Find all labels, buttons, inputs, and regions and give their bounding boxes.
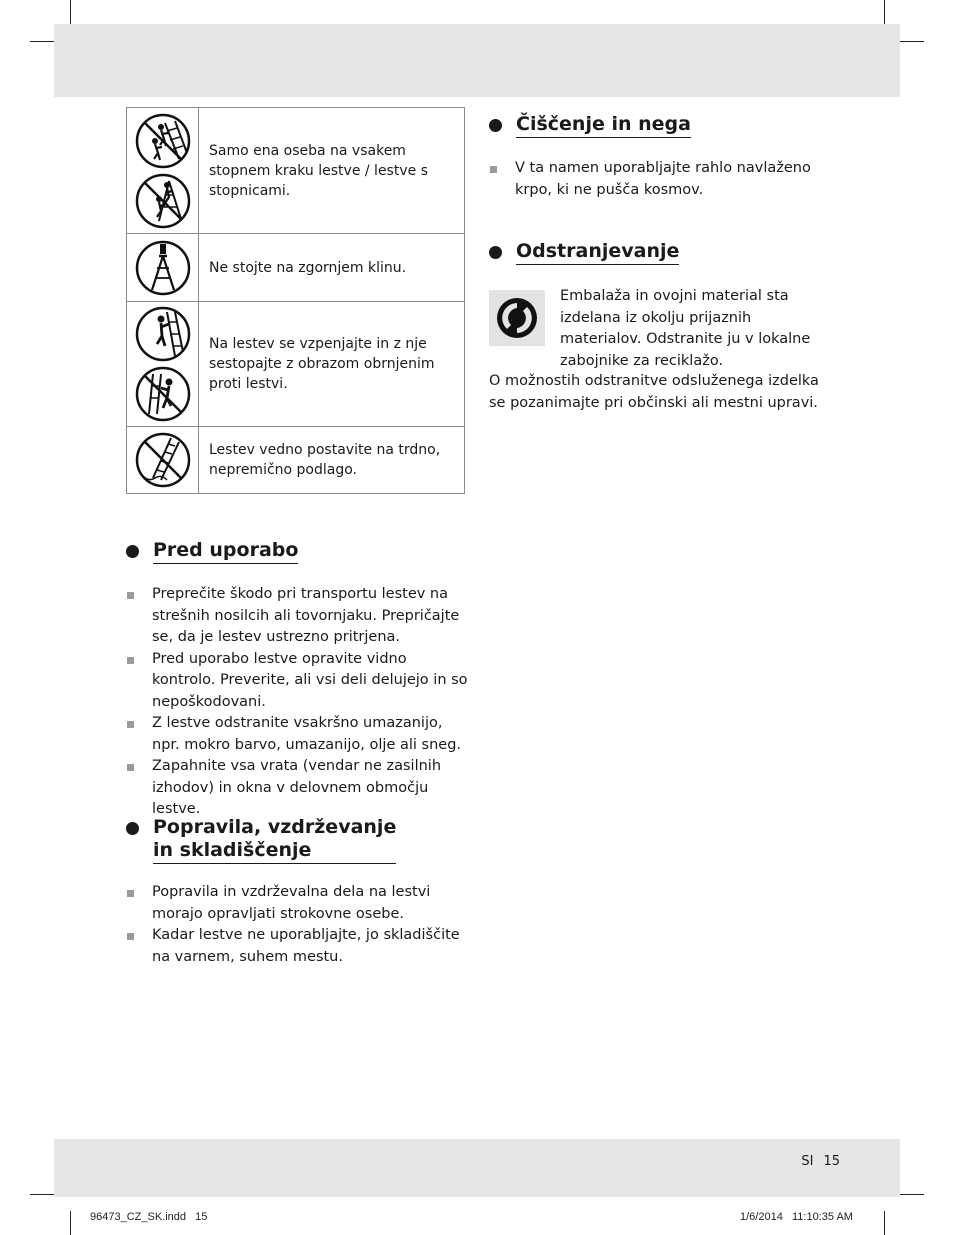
safety-icon-cell xyxy=(127,108,199,233)
heading-bullet-icon xyxy=(126,822,139,835)
slug-filename: 96473_CZ_SK.indd 15 xyxy=(90,1211,208,1223)
climb-facing-ladder-icon xyxy=(135,306,191,362)
safety-icon-cell xyxy=(127,302,199,426)
safety-icon-cell xyxy=(127,427,199,493)
crop-mark xyxy=(70,0,71,24)
section-heading-popravila xyxy=(126,816,396,864)
safety-text: Na lestev se vzpenjajte in z nje sestopajte z obrazom obrnjenim proti lestvi. xyxy=(209,336,435,392)
list-item: Z lestve odstranite vsakršno umazanijo, npr. mokro barvo, umazanijo, olje ali sneg. xyxy=(126,713,471,756)
section-heading-odstranjevanje xyxy=(489,240,679,265)
crop-mark xyxy=(70,1211,71,1235)
crop-mark xyxy=(30,1194,54,1195)
crop-mark xyxy=(900,1194,924,1195)
safety-row xyxy=(127,108,464,233)
square-bullet-icon xyxy=(490,166,497,173)
heading-bullet-icon xyxy=(489,119,502,132)
square-bullet-icon xyxy=(127,890,134,897)
recycle-symbol-box xyxy=(489,290,545,346)
heading-title: Čiščenje in nega xyxy=(516,113,691,138)
crop-mark xyxy=(884,1211,885,1235)
crop-mark xyxy=(900,41,924,42)
no-unstable-ground-icon xyxy=(135,432,191,488)
safety-text: Ne stojte na zgornjem klinu. xyxy=(209,259,407,276)
list-item: Kadar lestve ne uporabljajte, jo skladiščite na varnem, suhem mestu. xyxy=(126,925,471,968)
safety-table xyxy=(126,107,465,494)
safety-row xyxy=(127,233,464,301)
square-bullet-icon xyxy=(127,721,134,728)
language-code: SI xyxy=(801,1154,814,1169)
list-item: Zapahnite vsa vrata (vendar ne zasilnih izhodov) in okna v delovnem območju lestve. xyxy=(126,756,471,821)
page-number xyxy=(760,1154,840,1169)
safety-row xyxy=(127,426,464,493)
list-item: V ta namen uporabljajte rahlo navlaženo krpo, ki ne pušča kosmov. xyxy=(489,158,834,201)
heading-title: Popravila, vzdrževanje in skladiščenje xyxy=(153,816,396,864)
square-bullet-icon xyxy=(127,657,134,664)
safety-text: Lestev vedno postavite na trdno, nepremično podlago. xyxy=(209,442,441,478)
safety-text: Samo ena oseba na vsakem stopnem kraku lestve / lestve s stopnicami. xyxy=(209,142,428,199)
heading-bullet-icon xyxy=(489,246,502,259)
slug-timestamp: 1/6/2014 11:10:35 AM xyxy=(740,1211,853,1223)
header-band xyxy=(54,24,900,97)
safety-icon-cell xyxy=(127,234,199,301)
safety-row xyxy=(127,301,464,426)
no-two-people-on-ladder-icon xyxy=(135,113,191,169)
no-climbing-backwards-icon xyxy=(135,366,191,422)
green-dot-recycle-icon xyxy=(496,297,538,339)
heading-bullet-icon xyxy=(126,545,139,558)
disposal-text: O možnostih odstranitve odsluženega izdelka se pozanimajte pri občinski ali mestni upravi. xyxy=(489,373,819,411)
square-bullet-icon xyxy=(127,764,134,771)
crop-mark xyxy=(884,0,885,24)
page-index: 15 xyxy=(823,1154,840,1169)
recycle-text: Embalaža in ovojni material sta izdelana iz okolju prijaznih materialov. Odstranite ju v lokalne zabojnike za reciklažo. xyxy=(560,288,811,369)
popravila-list xyxy=(126,882,471,968)
ciscenje-list xyxy=(489,158,834,201)
list-item: Pred uporabo lestve opravite vidno kontrolo. Preverite, ali vsi deli delujejo in so nepoškodovani. xyxy=(126,649,471,714)
heading-title: Pred uporabo xyxy=(153,539,298,564)
section-heading-ciscenje xyxy=(489,113,691,138)
square-bullet-icon xyxy=(127,592,134,599)
no-standing-on-top-icon xyxy=(135,240,191,296)
heading-title: Odstranjevanje xyxy=(516,240,679,265)
section-heading-pred-uporabo xyxy=(126,539,298,564)
pred-uporabo-list xyxy=(126,584,471,821)
no-two-people-on-stepladder-icon xyxy=(135,173,191,229)
list-item: Preprečite škodo pri transportu lestev na strešnih nosilcih ali tovornjaku. Prepričajte se, da je lestev ustrezno pritrjena. xyxy=(126,584,471,649)
crop-mark xyxy=(30,41,54,42)
square-bullet-icon xyxy=(127,933,134,940)
list-item: Popravila in vzdrževalna dela na lestvi morajo opravljati strokovne osebe. xyxy=(126,882,471,925)
